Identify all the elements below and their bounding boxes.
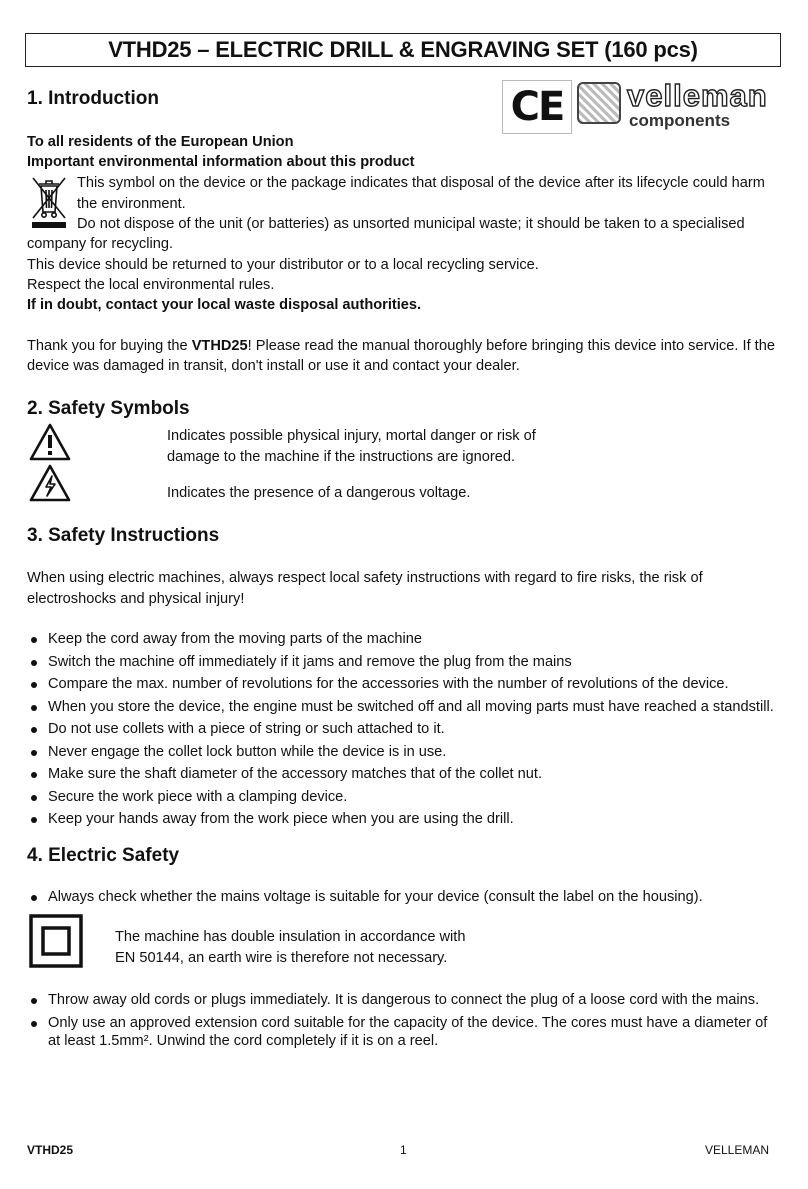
instructions-intro-line1: When using electric machines, always respect local safety instructions with regard to fire risks, the risk of xyxy=(27,570,703,586)
velleman-logo xyxy=(577,80,779,132)
thank-you-line1 xyxy=(27,335,775,357)
voltage-text: Indicates the presence of a dangerous voltage. xyxy=(167,485,471,501)
velleman-wordmark: velleman xyxy=(627,78,768,113)
crossed-bin-icon xyxy=(29,172,69,230)
list-item: Compare the max. number of revolutions for the accessories with the number of revolutions of the device. xyxy=(27,673,774,696)
list-item: Only use an approved extension cord suitable for the capacity of the device. The cores must have a diameter of xyxy=(27,1012,767,1035)
safety-symbols-heading: 2. Safety Symbols xyxy=(27,398,190,419)
weee-text-line2: the environment. xyxy=(77,196,186,212)
double-insulation-icon xyxy=(29,914,83,968)
ce-mark-logo xyxy=(502,80,572,134)
electric-cord-list xyxy=(27,989,767,1034)
thank-you-line2: device was damaged in transit, don't install or use it and contact your dealer. xyxy=(27,358,520,374)
list-item: Always check whether the mains voltage is suitable for your device (consult the label on the housing). xyxy=(27,886,703,909)
list-item: Secure the work piece with a clamping device. xyxy=(27,786,774,809)
weee-text-line4: company for recycling. xyxy=(27,236,173,252)
insulation-text-line1: The machine has double insulation in accordance with xyxy=(115,929,466,945)
velleman-crest-icon xyxy=(577,82,621,124)
doubt-contact-line: If in doubt, contact your local waste disposal authorities. xyxy=(27,297,422,313)
list-item: Keep your hands away from the work piece when you are using the drill. xyxy=(27,808,774,831)
list-item: Never engage the collet lock button while the device is in use. xyxy=(27,741,774,764)
ce-mark-text: CE xyxy=(510,84,564,130)
list-item: Make sure the shaft diameter of the accessory matches that of the collet nut. xyxy=(27,763,774,786)
list-item: Throw away old cords or plugs immediately. It is dangerous to connect the plug of a loose cord with the mains. xyxy=(27,989,767,1012)
footer-page-number: 1 xyxy=(400,1143,407,1157)
insulation-text-line2: EN 50144, an earth wire is therefore not necessary. xyxy=(115,950,448,966)
document-title: VTHD25 – ELECTRIC DRILL & ENGRAVING SET (160 pcs) xyxy=(25,33,781,67)
thank-you-product: VTHD25 xyxy=(191,338,248,354)
list-item: Do not use collets with a piece of string or such attached to it. xyxy=(27,718,774,741)
list-item: Switch the machine off immediately if it jams and remove the plug from the mains xyxy=(27,651,774,674)
eu-residents-line: To all residents of the European Union xyxy=(27,134,294,150)
weee-text-line3: Do not dispose of the unit (or batteries) as unsorted municipal waste; it should be taken to a specialised xyxy=(77,216,745,232)
velleman-subtitle: components xyxy=(629,111,731,130)
extension-cord-line2: at least 1.5mm². Unwind the cord completely if it is on a reel. xyxy=(48,1033,439,1049)
thank-you-prefix: Thank you for buying the xyxy=(27,338,192,354)
safety-instructions-heading: 3. Safety Instructions xyxy=(27,525,220,546)
instructions-intro-line2: electroshocks and physical injury! xyxy=(27,591,245,607)
electric-safety-heading: 4. Electric Safety xyxy=(27,845,180,866)
safety-instructions-list xyxy=(27,628,774,831)
warning-text-line2: damage to the machine if the instructions are ignored. xyxy=(167,449,516,465)
return-device-line: This device should be returned to your distributor or to a local recycling service. xyxy=(27,257,539,273)
list-item: Keep the cord away from the moving parts of the machine xyxy=(27,628,774,651)
respect-rules-line: Respect the local environmental rules. xyxy=(27,277,275,293)
environmental-info-line: Important environmental information about this product xyxy=(27,154,415,170)
high-voltage-icon xyxy=(28,463,72,503)
footer-model: VTHD25 xyxy=(27,1143,74,1157)
warning-text-line1: Indicates possible physical injury, mortal danger or risk of xyxy=(167,428,536,444)
intro-heading: 1. Introduction xyxy=(27,88,159,109)
thank-you-suffix: ! Please read the manual thoroughly before bringing this device into service. If the xyxy=(247,338,775,354)
list-item: When you store the device, the engine must be switched off and all moving parts must have reached a standstill. xyxy=(27,696,774,719)
electric-first-list xyxy=(27,886,703,909)
footer-brand: VELLEMAN xyxy=(705,1143,770,1157)
weee-text-line1: This symbol on the device or the package indicates that disposal of the device after its lifecycle could harm xyxy=(77,175,765,191)
warning-triangle-icon xyxy=(28,422,72,462)
